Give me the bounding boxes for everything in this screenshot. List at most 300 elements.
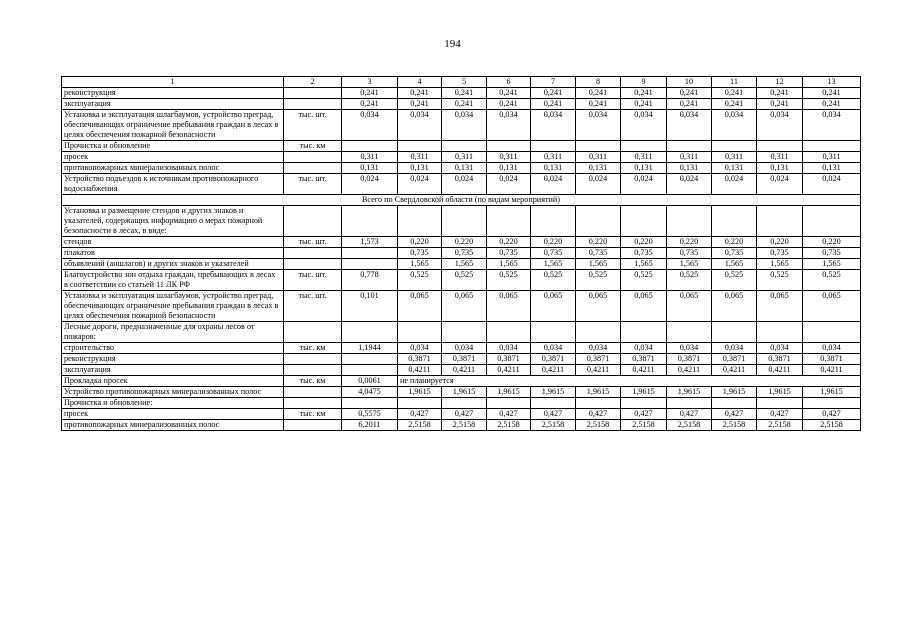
year-value-cell: [442, 141, 487, 152]
year-value-cell: [712, 398, 757, 409]
year-value-cell: 0,427: [442, 409, 487, 420]
year-value-cell: [667, 206, 712, 237]
year-value-cell: [531, 322, 576, 343]
year-value-cell: 0,034: [621, 343, 667, 354]
year-value-cell: 0,034: [398, 110, 442, 141]
total-cell: 0,034: [342, 110, 398, 141]
table-row: [62, 387, 861, 398]
row-label: Устройство противопожарных минерализованных полос: [62, 387, 284, 398]
year-value-cell: [712, 322, 757, 343]
column-header: 4: [398, 77, 442, 88]
year-value-cell: 0,131: [442, 163, 487, 174]
total-cell: 6,2011: [342, 420, 398, 431]
year-value-cell: 0,241: [712, 88, 757, 99]
year-value-cell: 2,5158: [803, 420, 861, 431]
year-value-cell: 0,735: [398, 248, 442, 259]
table-row: [62, 270, 861, 291]
year-value-cell: 0,427: [757, 409, 803, 420]
year-value-cell: [576, 322, 621, 343]
year-value-cell: 0,525: [531, 270, 576, 291]
row-unit: [284, 354, 342, 365]
year-value-cell: 0,034: [442, 110, 487, 141]
note-cell: не планируется: [398, 376, 861, 387]
year-value-cell: 0,024: [531, 174, 576, 195]
row-unit: тыс. км: [284, 376, 342, 387]
year-value-cell: 0,241: [667, 88, 712, 99]
year-value-cell: 0,024: [712, 174, 757, 195]
table-row: [62, 398, 861, 409]
row-unit: тыс. шт.: [284, 174, 342, 195]
year-value-cell: 0,065: [621, 291, 667, 322]
year-value-cell: 0,034: [667, 110, 712, 141]
table-row: [62, 354, 861, 365]
year-value-cell: 1,565: [442, 259, 487, 270]
year-value-cell: 0,065: [531, 291, 576, 322]
year-value-cell: 0,034: [576, 110, 621, 141]
total-cell: 0,0061: [342, 376, 398, 387]
year-value-cell: 0,034: [667, 343, 712, 354]
total-cell: [342, 398, 398, 409]
year-value-cell: [487, 322, 531, 343]
year-value-cell: 2,5158: [398, 420, 442, 431]
row-label: противопожарных минерализованных полос: [62, 163, 284, 174]
table-row: [62, 365, 861, 376]
row-unit: [284, 206, 342, 237]
column-header: 3: [342, 77, 398, 88]
row-unit: тыс. шт.: [284, 291, 342, 322]
year-value-cell: [757, 141, 803, 152]
table-row: [62, 376, 861, 387]
year-value-cell: 0,735: [757, 248, 803, 259]
year-value-cell: 0,3871: [442, 354, 487, 365]
total-cell: [342, 141, 398, 152]
row-unit: тыс. км: [284, 141, 342, 152]
year-value-cell: 0,735: [712, 248, 757, 259]
table-row: [62, 110, 861, 141]
table-row: [62, 88, 861, 99]
year-value-cell: 0,065: [398, 291, 442, 322]
year-value-cell: 1,9615: [667, 387, 712, 398]
year-value-cell: 0,241: [487, 88, 531, 99]
year-value-cell: 0,3871: [667, 354, 712, 365]
row-unit: тыс. шт.: [284, 270, 342, 291]
year-value-cell: 2,5158: [531, 420, 576, 431]
column-header: 1: [62, 77, 284, 88]
year-value-cell: 0,525: [667, 270, 712, 291]
year-value-cell: 0,525: [398, 270, 442, 291]
row-unit: тыс. шт.: [284, 237, 342, 248]
year-value-cell: 0,241: [487, 99, 531, 110]
year-value-cell: [757, 322, 803, 343]
table-row: [62, 322, 861, 343]
year-value-cell: 0,4211: [757, 365, 803, 376]
table-row: [62, 163, 861, 174]
year-value-cell: 0,241: [803, 99, 861, 110]
column-header: 8: [576, 77, 621, 88]
year-value-cell: 0,131: [712, 163, 757, 174]
year-value-cell: 0,241: [576, 88, 621, 99]
year-value-cell: 1,565: [487, 259, 531, 270]
table-row: [62, 259, 861, 270]
year-value-cell: 0,131: [667, 163, 712, 174]
plan-table: [61, 76, 861, 431]
year-value-cell: 0,3871: [576, 354, 621, 365]
page-number: 194: [444, 38, 461, 50]
total-cell: [342, 322, 398, 343]
year-value-cell: [621, 141, 667, 152]
table-row: [62, 206, 861, 237]
year-value-cell: 0,525: [576, 270, 621, 291]
year-value-cell: 2,5158: [576, 420, 621, 431]
total-cell: 0,778: [342, 270, 398, 291]
year-value-cell: [576, 398, 621, 409]
table-row: [62, 248, 861, 259]
row-label: просек: [62, 409, 284, 420]
total-cell: [342, 354, 398, 365]
year-value-cell: 0,525: [712, 270, 757, 291]
year-value-cell: 0,525: [487, 270, 531, 291]
row-unit: тыс. км: [284, 343, 342, 354]
row-unit: [284, 398, 342, 409]
row-unit: [284, 248, 342, 259]
year-value-cell: [398, 141, 442, 152]
year-value-cell: 0,131: [487, 163, 531, 174]
row-label: реконструкция: [62, 88, 284, 99]
column-header: 12: [757, 77, 803, 88]
year-value-cell: 0,311: [712, 152, 757, 163]
total-cell: [342, 365, 398, 376]
total-cell: 0,241: [342, 88, 398, 99]
row-label: Установка и эксплуатация шлагбаумов, устройство преград, обеспечивающих ограничение пребывания граждан в лесах в целях обеспечения пожарной безопасности: [62, 110, 284, 141]
column-header: 9: [621, 77, 667, 88]
total-cell: 0,241: [342, 99, 398, 110]
year-value-cell: 0,220: [667, 237, 712, 248]
year-value-cell: [667, 398, 712, 409]
year-value-cell: 0,4211: [621, 365, 667, 376]
year-value-cell: 0,525: [757, 270, 803, 291]
year-value-cell: [531, 206, 576, 237]
year-value-cell: 1,565: [757, 259, 803, 270]
year-value-cell: [803, 398, 861, 409]
year-value-cell: 0,241: [576, 99, 621, 110]
year-value-cell: 0,4211: [712, 365, 757, 376]
row-label: противопожарных минерализованных полос: [62, 420, 284, 431]
year-value-cell: 1,9615: [576, 387, 621, 398]
year-value-cell: 0,024: [442, 174, 487, 195]
year-value-cell: 0,3871: [531, 354, 576, 365]
total-cell: [342, 206, 398, 237]
year-value-cell: 0,241: [442, 88, 487, 99]
year-value-cell: 0,065: [757, 291, 803, 322]
table-row: [62, 237, 861, 248]
year-value-cell: 2,5158: [442, 420, 487, 431]
year-value-cell: 0,241: [398, 88, 442, 99]
row-unit: тыс. км: [284, 409, 342, 420]
total-cell: [342, 259, 398, 270]
column-header: 13: [803, 77, 861, 88]
year-value-cell: 0,311: [757, 152, 803, 163]
row-unit: тыс. шт.: [284, 110, 342, 141]
year-value-cell: 2,5158: [712, 420, 757, 431]
column-header: 6: [487, 77, 531, 88]
year-value-cell: 0,131: [621, 163, 667, 174]
year-value-cell: [442, 322, 487, 343]
total-cell: 0,024: [342, 174, 398, 195]
year-value-cell: 0,034: [803, 110, 861, 141]
year-value-cell: 0,241: [398, 99, 442, 110]
year-value-cell: 2,5158: [621, 420, 667, 431]
year-value-cell: 0,241: [803, 88, 861, 99]
year-value-cell: 0,427: [621, 409, 667, 420]
column-header: 7: [531, 77, 576, 88]
year-value-cell: 0,427: [803, 409, 861, 420]
year-value-cell: [531, 141, 576, 152]
year-value-cell: 0,220: [757, 237, 803, 248]
year-value-cell: 2,5158: [667, 420, 712, 431]
row-unit: [284, 259, 342, 270]
table-row: [62, 291, 861, 322]
row-label: строительство: [62, 343, 284, 354]
year-value-cell: 0,024: [757, 174, 803, 195]
year-value-cell: 0,311: [442, 152, 487, 163]
year-value-cell: 1,565: [531, 259, 576, 270]
year-value-cell: [803, 141, 861, 152]
row-label: Благоустройство зон отдыха граждан, пребывающих в лесах в соответствии со статьей 11 ЛК РФ: [62, 270, 284, 291]
year-value-cell: 1,565: [803, 259, 861, 270]
year-value-cell: 0,3871: [803, 354, 861, 365]
year-value-cell: [487, 206, 531, 237]
year-value-cell: [712, 206, 757, 237]
year-value-cell: [803, 206, 861, 237]
year-value-cell: 0,3871: [398, 354, 442, 365]
year-value-cell: 1,565: [667, 259, 712, 270]
year-value-cell: 2,5158: [757, 420, 803, 431]
total-cell: 1,1944: [342, 343, 398, 354]
year-value-cell: 0,311: [398, 152, 442, 163]
year-value-cell: 0,735: [803, 248, 861, 259]
row-label: просек: [62, 152, 284, 163]
row-label: Установка и размещение стендов и других знаков и указателей, содержащих информацию о мерах пожарной безопасности в лесах, в виде:: [62, 206, 284, 237]
year-value-cell: 0,735: [487, 248, 531, 259]
year-value-cell: 0,427: [667, 409, 712, 420]
year-value-cell: [621, 398, 667, 409]
year-value-cell: [442, 206, 487, 237]
table-row: [62, 174, 861, 195]
year-value-cell: 0,220: [621, 237, 667, 248]
year-value-cell: 0,024: [398, 174, 442, 195]
year-value-cell: 0,735: [667, 248, 712, 259]
year-value-cell: 0,241: [531, 99, 576, 110]
year-value-cell: 0,3871: [487, 354, 531, 365]
year-value-cell: 0,4211: [487, 365, 531, 376]
year-value-cell: 0,131: [398, 163, 442, 174]
year-value-cell: [757, 206, 803, 237]
year-value-cell: 0,427: [531, 409, 576, 420]
year-value-cell: 0,131: [757, 163, 803, 174]
year-value-cell: 0,024: [667, 174, 712, 195]
total-cell: 4,0475: [342, 387, 398, 398]
year-value-cell: 1,9615: [487, 387, 531, 398]
year-value-cell: 0,034: [621, 110, 667, 141]
year-value-cell: 0,065: [487, 291, 531, 322]
year-value-cell: 0,034: [531, 343, 576, 354]
year-value-cell: [487, 398, 531, 409]
year-value-cell: 0,065: [442, 291, 487, 322]
year-value-cell: 0,4211: [531, 365, 576, 376]
year-value-cell: 0,427: [398, 409, 442, 420]
year-value-cell: [398, 322, 442, 343]
year-value-cell: 0,241: [757, 88, 803, 99]
table-row: [62, 152, 861, 163]
year-value-cell: 1,565: [576, 259, 621, 270]
year-value-cell: 0,034: [398, 343, 442, 354]
row-label: эксплуатация: [62, 365, 284, 376]
table-row: [62, 99, 861, 110]
year-value-cell: 0,525: [442, 270, 487, 291]
year-value-cell: 0,024: [803, 174, 861, 195]
year-value-cell: [667, 141, 712, 152]
year-value-cell: 0,735: [442, 248, 487, 259]
row-label: эксплуатация: [62, 99, 284, 110]
year-value-cell: 0,525: [803, 270, 861, 291]
row-unit: [284, 88, 342, 99]
year-value-cell: 1,9615: [621, 387, 667, 398]
year-value-cell: 0,220: [803, 237, 861, 248]
row-label: стендов: [62, 237, 284, 248]
header-row: [62, 77, 861, 88]
year-value-cell: 0,427: [487, 409, 531, 420]
year-value-cell: 0,034: [531, 110, 576, 141]
year-value-cell: 0,024: [487, 174, 531, 195]
year-value-cell: 0,024: [576, 174, 621, 195]
year-value-cell: 0,034: [803, 343, 861, 354]
year-value-cell: 0,4211: [803, 365, 861, 376]
year-value-cell: [621, 206, 667, 237]
total-cell: 1,573: [342, 237, 398, 248]
year-value-cell: 1,565: [621, 259, 667, 270]
table-body: [62, 88, 861, 431]
year-value-cell: [576, 141, 621, 152]
year-value-cell: 0,034: [757, 343, 803, 354]
year-value-cell: 0,034: [576, 343, 621, 354]
year-value-cell: 0,034: [712, 343, 757, 354]
year-value-cell: 0,034: [757, 110, 803, 141]
year-value-cell: [621, 322, 667, 343]
column-header: 2: [284, 77, 342, 88]
row-label: реконструкция: [62, 354, 284, 365]
year-value-cell: 0,065: [712, 291, 757, 322]
table-row: [62, 141, 861, 152]
year-value-cell: 0,034: [442, 343, 487, 354]
year-value-cell: 1,565: [398, 259, 442, 270]
year-value-cell: 0,034: [487, 343, 531, 354]
year-value-cell: [757, 398, 803, 409]
year-value-cell: [398, 398, 442, 409]
total-cell: 0,311: [342, 152, 398, 163]
year-value-cell: 0,220: [576, 237, 621, 248]
total-cell: 0,101: [342, 291, 398, 322]
year-value-cell: 0,034: [487, 110, 531, 141]
year-value-cell: 0,024: [621, 174, 667, 195]
year-value-cell: 0,131: [803, 163, 861, 174]
column-header: 11: [712, 77, 757, 88]
year-value-cell: 0,241: [442, 99, 487, 110]
year-value-cell: [487, 141, 531, 152]
row-label: плакатов: [62, 248, 284, 259]
year-value-cell: 0,131: [576, 163, 621, 174]
year-value-cell: 0,131: [531, 163, 576, 174]
year-value-cell: 0,4211: [667, 365, 712, 376]
section-title: Всего по Свердловской области (по видам мероприятий): [62, 195, 861, 206]
year-value-cell: 1,9615: [531, 387, 576, 398]
row-unit: [284, 387, 342, 398]
year-value-cell: 0,427: [576, 409, 621, 420]
year-value-cell: [398, 206, 442, 237]
year-value-cell: 0,065: [667, 291, 712, 322]
row-label: объявлений (аншлагов) и других знаков и указателей: [62, 259, 284, 270]
year-value-cell: 1,9615: [712, 387, 757, 398]
year-value-cell: 0,241: [712, 99, 757, 110]
year-value-cell: 0,311: [621, 152, 667, 163]
year-value-cell: 1,9615: [757, 387, 803, 398]
year-value-cell: 0,311: [803, 152, 861, 163]
total-cell: [342, 248, 398, 259]
year-value-cell: 0,4211: [398, 365, 442, 376]
row-label: Прочистка и обновление:: [62, 398, 284, 409]
year-value-cell: 0,241: [621, 99, 667, 110]
year-value-cell: 0,241: [621, 88, 667, 99]
year-value-cell: 0,735: [621, 248, 667, 259]
year-value-cell: 0,735: [531, 248, 576, 259]
year-value-cell: [576, 206, 621, 237]
year-value-cell: 0,311: [531, 152, 576, 163]
row-unit: [284, 365, 342, 376]
row-label: Прокладка просек: [62, 376, 284, 387]
year-value-cell: 0,735: [576, 248, 621, 259]
year-value-cell: 0,3871: [621, 354, 667, 365]
total-cell: 0,5575: [342, 409, 398, 420]
year-value-cell: 1,565: [712, 259, 757, 270]
year-value-cell: 0,034: [712, 110, 757, 141]
year-value-cell: 2,5158: [487, 420, 531, 431]
year-value-cell: 0,220: [398, 237, 442, 248]
row-unit: [284, 322, 342, 343]
year-value-cell: [531, 398, 576, 409]
year-value-cell: 0,311: [487, 152, 531, 163]
table-row: [62, 420, 861, 431]
row-label: Лесные дороги, предназначенные для охраны лесов от пожаров:: [62, 322, 284, 343]
year-value-cell: 0,220: [442, 237, 487, 248]
row-unit: [284, 163, 342, 174]
year-value-cell: 0,311: [576, 152, 621, 163]
row-label: Устройство подъездов к источникам противопожарного водоснабжения: [62, 174, 284, 195]
row-label: Установка и эксплуатация шлагбаумов, устройство преград, обеспечивающих ограничение пребывания граждан в лесах в целях обеспечения пожарной безопасности: [62, 291, 284, 322]
row-unit: [284, 420, 342, 431]
year-value-cell: 0,065: [576, 291, 621, 322]
year-value-cell: [712, 141, 757, 152]
year-value-cell: 0,220: [487, 237, 531, 248]
year-value-cell: 0,525: [621, 270, 667, 291]
column-header: 5: [442, 77, 487, 88]
total-cell: 0,131: [342, 163, 398, 174]
year-value-cell: 0,3871: [712, 354, 757, 365]
year-value-cell: 0,220: [712, 237, 757, 248]
year-value-cell: [442, 398, 487, 409]
year-value-cell: 0,311: [667, 152, 712, 163]
table-row: [62, 409, 861, 420]
year-value-cell: 1,9615: [442, 387, 487, 398]
row-unit: [284, 152, 342, 163]
